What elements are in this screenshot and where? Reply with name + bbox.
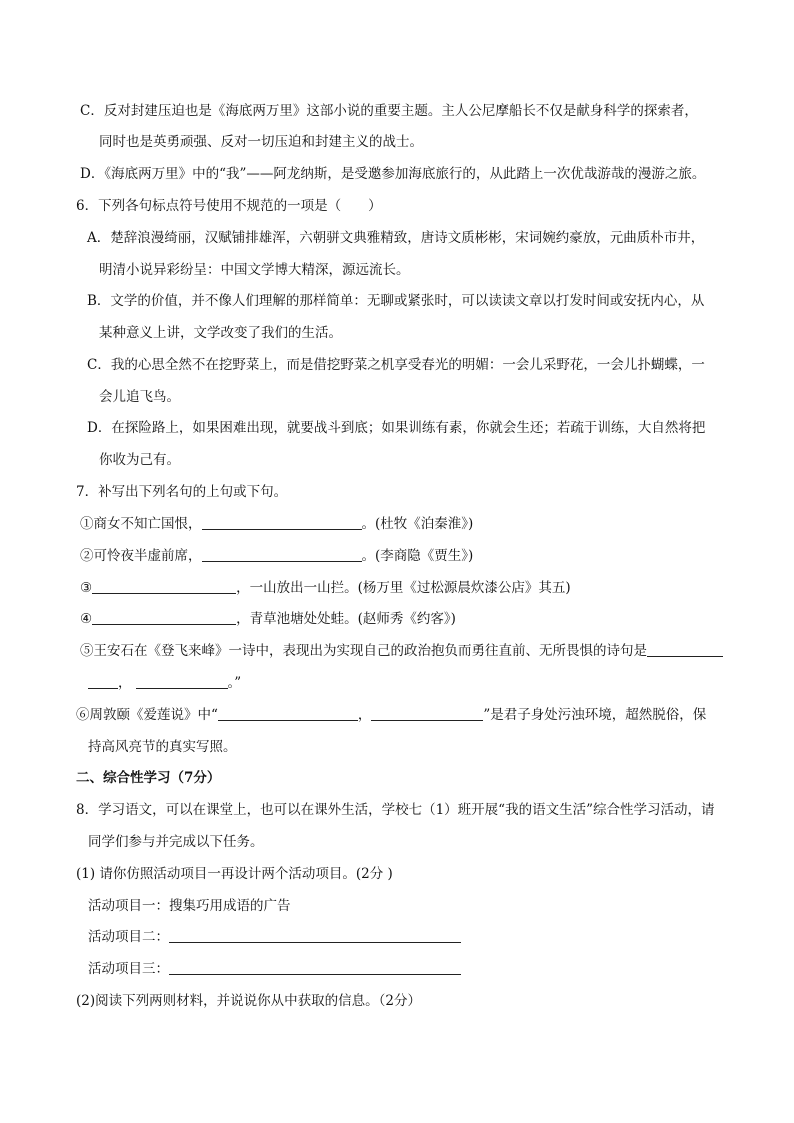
option-c-text-line2: 同时也是英勇顽强、反对一切压迫和封建主义的战士。 xyxy=(99,134,423,150)
q7-item-2-suffix: 。(李商隐《贾生》) xyxy=(361,548,474,564)
q8-activity-1: 活动项目一：搜集巧用成语的广告 xyxy=(88,898,291,914)
option-d-text: D．《海底两万里》中的“我”——阿龙纳斯，是受邀参加海底旅行的，从此踏上一次优哉游哉的漫游之旅。 xyxy=(80,166,706,182)
option-c-text-line1: C．反对封建压迫也是《海底两万里》这部小说的重要主题。主人公尼摩船长不仅是献身科学的探索者， xyxy=(80,103,698,119)
question-6-stem: 6．下列各句标点符号使用不规范的一项是（ ） xyxy=(76,198,382,214)
q6-option-b-line1: B．文学的价值，并不像人们理解的那样简单：无聊或紧张时，可以读读文章以打发时间或安抚内心，从 xyxy=(87,293,705,309)
q7-item-1-suffix: 。(杜牧《泊秦淮》) xyxy=(361,516,474,532)
q6-option-d-line2: 你收为己有。 xyxy=(99,452,180,468)
q7-item-1-blank[interactable] xyxy=(202,515,362,530)
q8-activity-3-blank[interactable] xyxy=(169,960,461,975)
q7-item-1 xyxy=(80,514,473,534)
question-7-stem: 7．补写出下列名句的上句或下句。 xyxy=(76,484,288,500)
question-8-stem-line2: 同学们参与并完成以下任务。 xyxy=(88,834,264,850)
q7-item-2-blank[interactable] xyxy=(202,547,362,562)
q7-item-4-blank[interactable] xyxy=(92,610,236,625)
question-8-stem-line1: 8．学习语文，可以在课堂上，也可以在课外生活，学校七（1）班开展“我的语文生活”综合性学习活动，请 xyxy=(76,802,715,818)
q7-item-6-line2: 持高风亮节的真实写照。 xyxy=(88,739,237,755)
q6-option-a-line1: A．楚辞浪漫绮丽，汉赋铺排雄浑，六朝骈文典雅精致，唐诗文质彬彬，宋词婉约豪放，元曲质朴市井， xyxy=(87,230,705,246)
q7-item-3-suffix: ，一山放出一山拦。(杨万里《过松源晨炊漆公店》其五) xyxy=(236,580,571,596)
q7-item-3 xyxy=(80,578,571,598)
q7-item-2-prefix: ②可怜夜半虚前席， xyxy=(80,548,202,564)
section-2-heading: 二、综合性学习（7分） xyxy=(76,770,221,786)
q7-item-6-suffix: ”是君子身处污浊环境，超然脱俗，保 xyxy=(483,707,707,723)
q7-item-5-comma: ， xyxy=(118,675,132,691)
q7-item-5-line2 xyxy=(88,673,241,693)
q7-item-6-prefix: ⑥周敦颐《爱莲说》中“ xyxy=(76,707,218,723)
q8-activity-2 xyxy=(88,927,461,947)
q7-item-6-blank-b[interactable] xyxy=(371,706,483,721)
q7-item-4 xyxy=(80,609,456,629)
q8-sub2-stem: (2)阅读下列两则材料，并说说你从中获取的信息。（2分） xyxy=(76,993,421,1009)
q7-item-6-comma: ， xyxy=(357,707,372,723)
q8-activity-2-label: 活动项目二： xyxy=(88,929,169,945)
q6-option-c-line1: C．我的心思全然不在挖野菜上，而是借挖野菜之机享受春光的明媚：一会儿采野花，一会儿扑蝴蝶，一 xyxy=(87,357,705,373)
q6-option-b-line2: 某种意义上讲，文学改变了我们的生活。 xyxy=(99,325,342,341)
q6-option-a-line2: 明清小说异彩纷呈：中国文学博大精深，源远流长。 xyxy=(99,262,410,278)
q8-activity-3 xyxy=(88,959,461,979)
q7-item-4-prefix: ④ xyxy=(80,611,93,627)
q7-item-5-line1 xyxy=(80,641,723,661)
q7-item-5-blank-b[interactable] xyxy=(136,674,228,689)
q7-item-6-line1 xyxy=(76,705,706,725)
q7-item-2 xyxy=(80,546,473,566)
q7-item-6-blank-a[interactable] xyxy=(218,706,358,721)
q7-item-5-prefix: ⑤王安石在《登飞来峰》一诗中，表现出为实现自己的政治抱负而勇往直前、无所畏惧的诗句是 xyxy=(80,643,647,659)
q8-sub1-stem: (1) 请你仿照活动项目一再设计两个活动项目。(2分 ) xyxy=(76,866,393,882)
q7-item-3-blank[interactable] xyxy=(92,579,236,594)
q7-item-1-prefix: ①商女不知亡国恨， xyxy=(80,516,202,532)
q7-item-5-blank-a-cont[interactable] xyxy=(88,674,118,689)
q7-item-3-prefix: ③ xyxy=(80,580,93,596)
q6-option-c-line2: 会儿追飞鸟。 xyxy=(99,389,180,405)
q7-item-5-blank-a[interactable] xyxy=(647,642,723,657)
q6-option-d-line1: D．在探险路上，如果困难出现，就要战斗到底；如果训练有素，你就会生还；若疏于训练，大自然将把 xyxy=(87,420,706,436)
q8-activity-2-blank[interactable] xyxy=(169,928,461,943)
q7-item-5-suffix: 。” xyxy=(227,675,242,691)
q7-item-4-suffix: ，青草池塘处处蛙。(赵师秀《约客》) xyxy=(236,611,456,627)
q8-activity-3-label: 活动项目三： xyxy=(88,961,169,977)
